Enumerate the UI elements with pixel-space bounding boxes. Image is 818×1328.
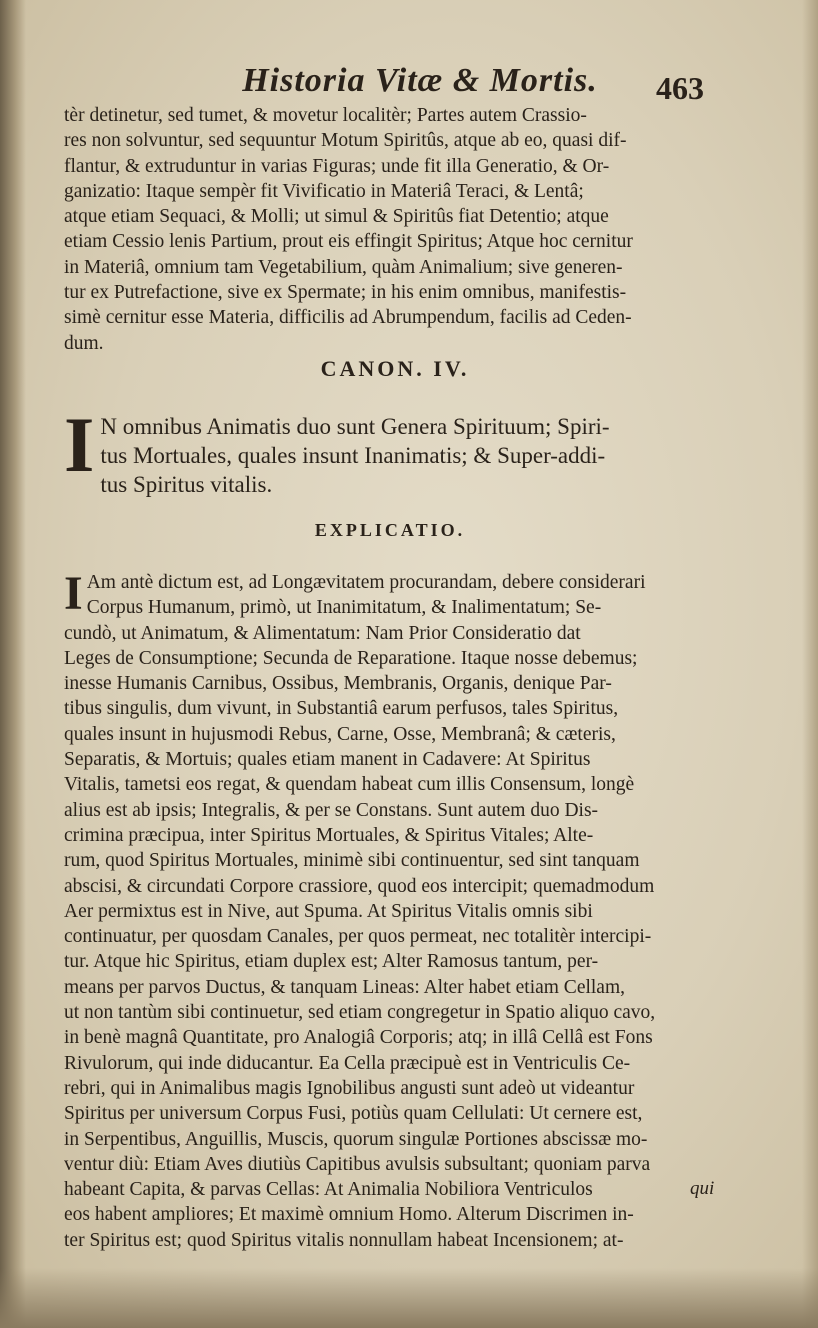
canon-line: N omnibus Animatis duo sunt Genera Spirituum; Spiri- xyxy=(100,414,610,439)
page-right-shadow xyxy=(802,0,818,1328)
page-bottom-shadow xyxy=(0,1268,818,1328)
text-line: inesse Humanis Carnibus, Ossibus, Membranis, Organis, denique Par- xyxy=(64,673,612,695)
text-line: Aer permixtus est in Nive, aut Spuma. At Spiritus Vitalis omnis sibi xyxy=(64,900,593,922)
paragraph-continuation xyxy=(64,103,734,356)
text-line: eos habent ampliores; Et maximè omnium Homo. Alterum Discrimen in- xyxy=(64,1204,634,1226)
text-line: ut non tantùm sibi continuetur, sed etiam congregetur in Spatio aliquo cavo, xyxy=(64,1002,656,1024)
text-line: Vitalis, tametsi eos regat, & quendam habeat cum illis Consensum, longè xyxy=(64,774,635,796)
page-number: 463 xyxy=(656,70,704,106)
text-line: ventur diù: Etiam Aves diutiùs Capitibus avulsis subsultant; quoniam parva xyxy=(64,1153,651,1175)
text-line: etiam Cessio lenis Partium, prout eis effingit Spiritus; Atque hoc cernitur xyxy=(64,231,633,253)
text-line: tur. Atque hic Spiritus, etiam duplex est; Alter Ramosus tantum, per- xyxy=(64,951,599,973)
canon-statement xyxy=(64,401,734,499)
page-left-shadow xyxy=(0,0,26,1328)
text-line: quales insunt in hujusmodi Rebus, Carne, Osse, Membranâ; & cæteris, xyxy=(64,723,616,745)
text-line: res non solvuntur, sed sequuntur Motum Spiritûs, atque ab eo, quasi dif- xyxy=(64,130,627,152)
text-line: simè cernitur esse Materia, difficilis ad Abrumpendum, facilis ad Ceden- xyxy=(64,307,632,329)
text-line: habeant Capita, & parvas Cellas: At Animalia Nobiliora Ventriculos xyxy=(64,1179,593,1201)
text-line: in Serpentibus, Anguillis, Muscis, quorum singulæ Portiones abscissæ mo- xyxy=(64,1128,648,1150)
running-title: Historia Vitæ & Mortis. xyxy=(242,62,598,99)
canon-heading: CANON. IV. xyxy=(320,356,470,381)
text-line: tèr detinetur, sed tumet, & movetur localitèr; Partes autem Crassio- xyxy=(64,105,587,126)
text-line: continuatur, per quosdam Canales, per quos permeat, nec totalitèr intercipi- xyxy=(64,926,652,948)
explicatio-drop-capital: I xyxy=(64,567,83,620)
text-line: tur ex Putrefactione, sive ex Spermate; in his enim omnibus, manifestis- xyxy=(64,282,627,304)
catchword: qui xyxy=(690,1178,715,1199)
text-line: rebri, qui in Animalibus magis Ignobilibus angusti sunt adeò ut videantur xyxy=(64,1077,635,1099)
text-line: crimina præcipua, inter Spiritus Mortuales, & Spiritus Vitales; Alte- xyxy=(64,824,594,846)
canon-line: tus Mortuales, quales insunt Inanimatis; & Super-addi- xyxy=(100,443,606,468)
text-line: ter Spiritus est; quod Spiritus vitalis nonnullam habeat Incensionem; at- xyxy=(64,1229,624,1251)
canon-line: tus Spiritus vitalis. xyxy=(100,472,273,497)
text-line: in Materiâ, omnium tam Vegetabilium, quàm Animalium; sive generen- xyxy=(64,256,623,278)
text-line: Leges de Consumptione; Secunda de Reparatione. Itaque nosse debemus; xyxy=(64,647,638,669)
canon-drop-capital: I xyxy=(64,401,95,488)
explicatio-heading: EXPLICATIO. xyxy=(314,520,466,540)
text-line: tibus singulis, dum vivunt, in Substantiâ earum perfusos, tales Spiritus, xyxy=(64,698,619,720)
text-line: cundò, ut Animatum, & Alimentatum: Nam Prior Consideratio dat xyxy=(64,622,581,644)
text-line: Spiritus per universum Corpus Fusi, potiùs quam Cellulati: Ut cernere est, xyxy=(64,1103,643,1125)
text-line: Am antè dictum est, ad Longævitatem procurandam, debere considerari xyxy=(86,572,646,593)
text-line: atque etiam Sequaci, & Molli; ut simul & Spiritûs fiat Detentio; atque xyxy=(64,206,609,228)
text-line: flantur, & extruduntur in varias Figuras; unde fit illa Generatio, & Or- xyxy=(64,155,610,177)
text-line: in benè magnâ Quantitate, pro Analogiâ Corporis; atq; in illâ Cellâ est Fons xyxy=(64,1027,653,1049)
explicatio-body xyxy=(64,567,734,1253)
text-line: alius est ab ipsis; Integralis, & per se Constans. Sunt autem duo Dis- xyxy=(64,799,599,821)
text-line: abscisi, & circundati Corpore crassiore, quod eos intercipit; quemadmodum xyxy=(64,875,655,897)
text-line: means per parvos Ductus, & tanquam Lineas: Alter habet etiam Cellam, xyxy=(64,976,626,998)
text-line: Corpus Humanum, primò, ut Inanimitatum, & Inalimentatum; Se- xyxy=(86,597,602,619)
text-line: Rivulorum, qui inde diducantur. Ea Cella præcipuè est in Ventriculis Ce- xyxy=(64,1052,631,1074)
text-line: ganizatio: Itaque sempèr fit Vivificatio in Materiâ Teraci, & Lentâ; xyxy=(64,180,584,202)
text-line: rum, quod Spiritus Mortuales, minimè sibi continuentur, sed sint tanquam xyxy=(64,850,640,872)
text-line: dum. xyxy=(64,332,104,354)
text-line: Separatis, & Mortuis; quales etiam manent in Cadavere: At Spiritus xyxy=(64,749,591,771)
